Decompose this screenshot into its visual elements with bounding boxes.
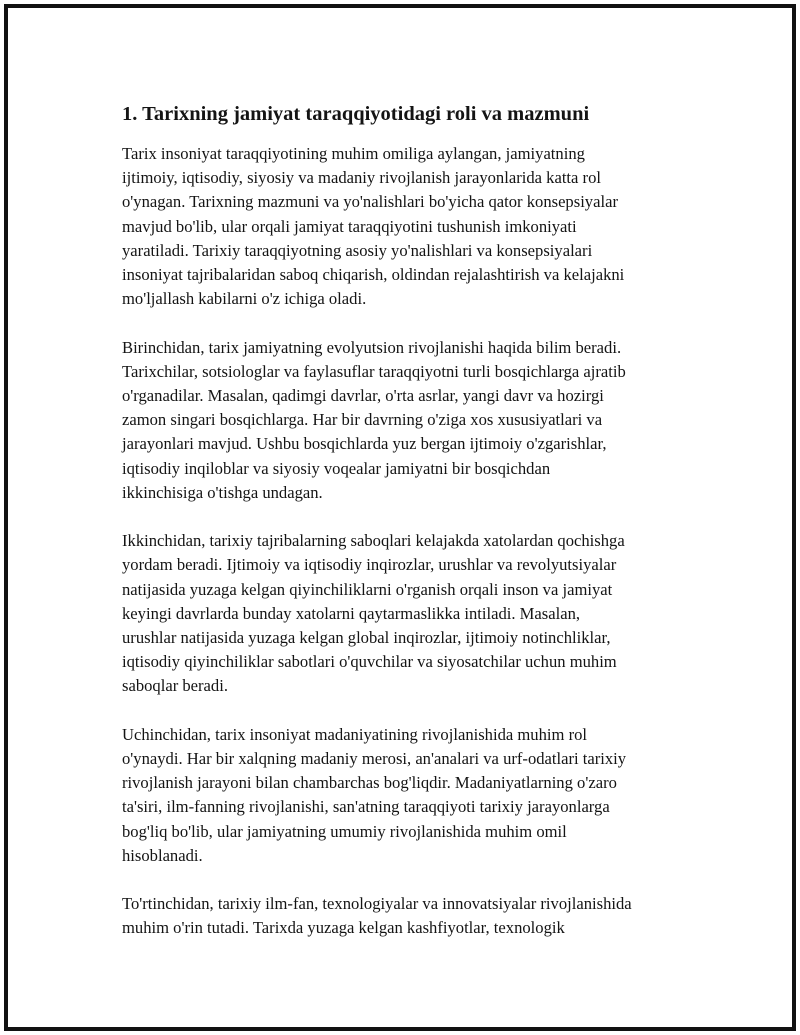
paragraph-line: ijtimoiy, iqtisodiy, siyosiy va madaniy rivojlanish jarayonlarida katta rol (122, 168, 601, 188)
paragraph (122, 892, 712, 940)
paragraph-line: hisoblanadi. (122, 845, 203, 865)
paragraph-line: mo'ljallash kabilarni o'z ichiga oladi. (122, 289, 367, 309)
section-heading: 1. Tarixning jamiyat taraqqiyotidagi roli va mazmuni (122, 103, 590, 125)
paragraph-line: iqtisodiy inqiloblar va siyosiy voqealar jamiyatni bir bosqichdan (122, 458, 551, 478)
paragraph-line: muhim o'rin tutadi. Tarixda yuzaga kelgan kashfiyotlar, texnologik (122, 918, 565, 938)
paragraph-line: yordam beradi. Ijtimoiy va iqtisodiy inqirozlar, urushlar va revolyutsiyalar (122, 555, 617, 575)
paragraph-line: zamon singari bosqichlarga. Har bir davrning o'ziga xos xususiyatlari va (122, 410, 603, 430)
paragraph (122, 142, 712, 311)
paragraph-line: o'ynagan. Tarixning mazmuni va yo'nalishlari bo'yicha qator konsepsiyalar (122, 192, 618, 212)
paragraph-line: saboqlar beradi. (122, 676, 228, 696)
paragraph (122, 723, 712, 868)
paragraph-line: natijasida yuzaga kelgan qiyinchiliklarni o'rganish orqali inson va jamiyat (122, 579, 613, 599)
paragraph-line: iqtisodiy qiyinchiliklar sabotlari o'quvchilar va siyosatchilar uchun muhim (122, 652, 617, 672)
page-frame (4, 4, 796, 1031)
paragraph-line: keyingi davrlarda bunday xatolarni qaytarmaslikka intiladi. Masalan, (122, 603, 581, 623)
paragraph-line: Birinchidan, tarix jamiyatning evolyutsion rivojlanishi haqida bilim beradi. (122, 337, 622, 357)
paragraph (122, 529, 712, 698)
paragraph-line: Uchinchidan, tarix insoniyat madaniyatining rivojlanishida muhim rol (122, 724, 587, 744)
paragraph-line: insoniyat tajribalaridan saboq chiqarish, oldindan rejalashtirish va kelajakni (122, 265, 625, 285)
paragraph-line: Tarixchilar, sotsiologlar va faylasuflar taraqqiyotni turli bosqichlarga ajratib (122, 361, 626, 381)
paragraph-line: o'rganadilar. Masalan, qadimgi davrlar, o'rta asrlar, yangi davr va hozirgi (122, 386, 604, 406)
paragraph (122, 336, 712, 505)
paragraph-line: ta'siri, ilm-fanning rivojlanishi, san'atning taraqqiyoti tarixiy jarayonlarga (122, 797, 610, 817)
paragraph-list (122, 142, 712, 941)
paragraph-line: To'rtinchidan, tarixiy ilm-fan, texnologiyalar va innovatsiyalar rivojlanishida (122, 894, 632, 914)
paragraph-line: rivojlanish jarayoni bilan chambarchas bog'liqdir. Madaniyatlarning o'zaro (122, 773, 617, 793)
paragraph-line: urushlar natijasida yuzaga kelgan global inqirozlar, ijtimoiy notinchliklar, (122, 628, 611, 648)
paragraph-line: bog'liq bo'lib, ular jamiyatning umumiy rivojlanishida muhim omil (122, 821, 567, 841)
paragraph-line: o'ynaydi. Har bir xalqning madaniy merosi, an'analari va urf-odatlari tarixiy (122, 749, 627, 769)
paragraph-line: Tarix insoniyat taraqqiyotining muhim omiliga aylangan, jamiyatning (122, 144, 585, 163)
paragraph-line: Ikkinchidan, tarixiy tajribalarning saboqlari kelajakda xatolardan qochishga (122, 531, 625, 551)
document-body (122, 100, 712, 965)
paragraph-line: yaratiladi. Tarixiy taraqqiyotning asosiy yo'nalishlari va konsepsiyalari (122, 240, 593, 260)
paragraph-line: jarayonlari mavjud. Ushbu bosqichlarda yuz bergan ijtimoiy o'zgarishlar, (122, 434, 607, 454)
paragraph-line: ikkinchisiga o'tishga undagan. (122, 482, 323, 502)
paragraph-line: mavjud bo'lib, ular orqali jamiyat taraqqiyotini tushunish imkoniyati (122, 216, 577, 236)
